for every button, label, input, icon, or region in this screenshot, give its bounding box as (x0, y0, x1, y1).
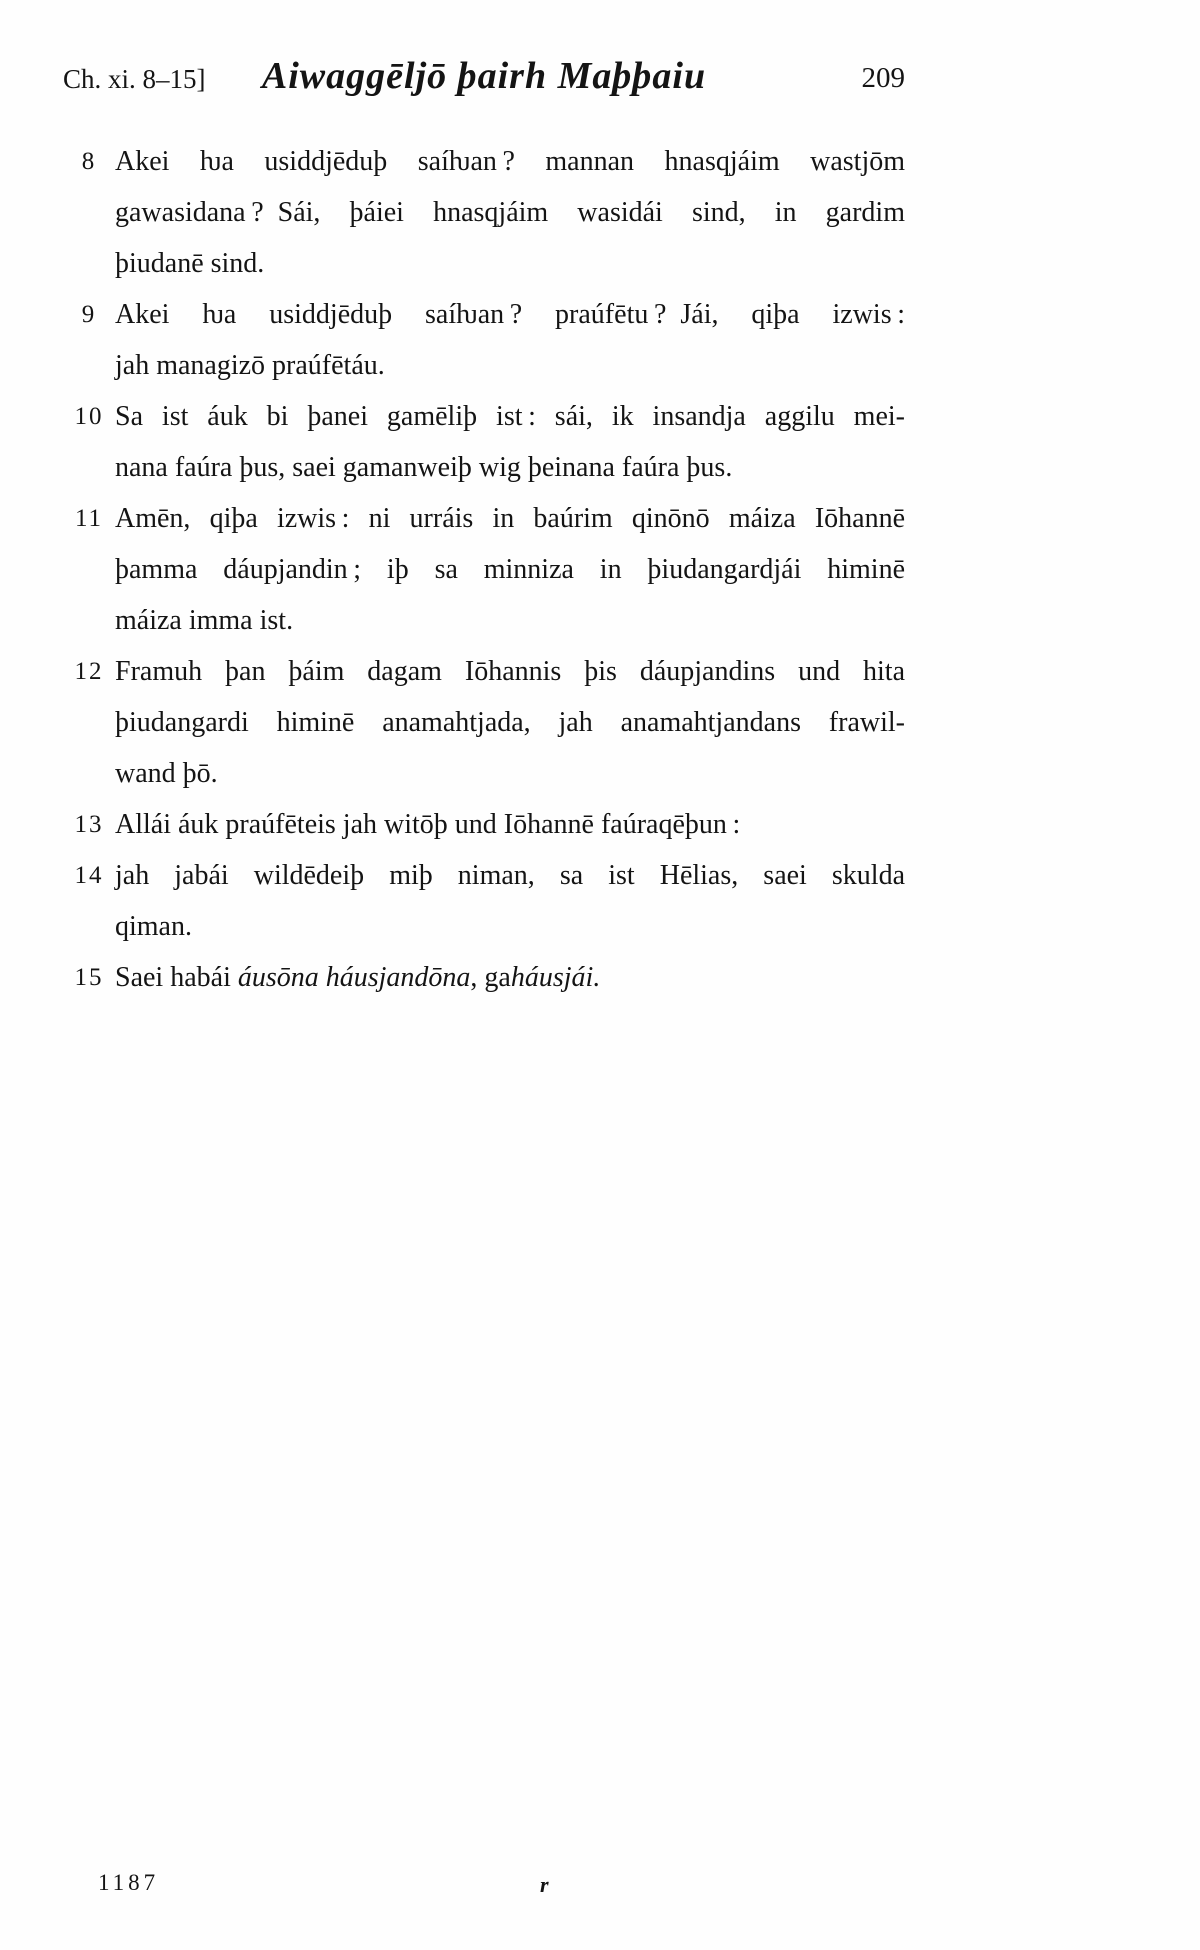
verse-number: 8 (81, 148, 97, 175)
text-segment: Akei ƕa usiddjēduþ saíƕan ? mannan hnasqjáim wastjōm (115, 146, 905, 177)
verse-body (115, 799, 905, 850)
verse-13 (63, 799, 905, 850)
verse-line (115, 850, 905, 901)
verse-line (115, 595, 905, 646)
text-segment: þiudangardi himinē anamahtjada, jah anamahtjandans frawil- (115, 707, 905, 738)
text-segment: þamma dáupjandin ; iþ sa minniza in þiudangardjái himinē (115, 554, 905, 585)
verse-number: 14 (74, 862, 104, 889)
text-segment: jah managizō praúfētáu. (115, 350, 385, 381)
verse-8 (63, 136, 905, 289)
text-segment: , ga (470, 962, 511, 993)
verse-line (115, 748, 905, 799)
verse-text-block (63, 136, 905, 1003)
verse-number: 9 (81, 301, 97, 328)
text-segment: qiman. (115, 911, 192, 942)
verse-number: 11 (74, 505, 104, 532)
verse-9 (63, 289, 905, 391)
verse-line (115, 799, 905, 850)
verse-body (115, 391, 905, 493)
italic-text-segment: áusōna háusjandōna (237, 962, 471, 993)
text-segment: wand þō. (115, 758, 218, 789)
verse-line (115, 646, 905, 697)
verse-11 (63, 493, 905, 646)
verse-15 (63, 952, 905, 1003)
verse-line (115, 238, 905, 289)
text-segment: Amēn, qiþa izwis : ni urráis in baúrim qinōnō máiza Iōhannē (115, 503, 905, 534)
verse-line (115, 697, 905, 748)
verse-number: 10 (74, 403, 104, 430)
text-segment: máiza imma ist. (115, 605, 294, 636)
page-title: Aiwaggēljō þairh Maþþaiu (261, 55, 707, 97)
verse-body (115, 136, 905, 289)
verse-line (115, 442, 905, 493)
verse-body (115, 850, 905, 952)
verse-line (115, 187, 905, 238)
page-number: 209 (861, 62, 905, 94)
verse-line (115, 391, 905, 442)
text-segment: Framuh þan þáim dagam Iōhannis þis dáupjandins und hita (115, 656, 905, 687)
verse-body (115, 646, 905, 799)
running-head (63, 54, 905, 106)
chapter-verse-reference: Ch. xi. 8–15] (63, 64, 206, 94)
verse-body (115, 289, 905, 391)
verse-line (115, 493, 905, 544)
italic-text-segment: háusjái. (510, 962, 601, 993)
text-segment: Allái áuk praúfēteis jah witōþ und Iōhannē faúraqēþun : (115, 809, 741, 840)
verse-14 (63, 850, 905, 952)
text-segment: Sa ist áuk bi þanei gamēliþ ist : sái, ik insandja aggilu mei- (115, 401, 905, 432)
verse-body (115, 493, 905, 646)
verse-line (115, 289, 905, 340)
text-segment: þiudanē sind. (115, 248, 265, 279)
text-segment: Akei ƕa usiddjēduþ saíƕan ? praúfētu ? Jái, qiþa izwis : (115, 299, 905, 330)
verse-number: 13 (74, 811, 104, 838)
text-segment: Saei habái (115, 962, 238, 993)
catalog-number: 1187 (98, 1870, 160, 1895)
text-segment: jah jabái wildēdeiþ miþ niman, sa ist Hēlias, saei skulda (115, 860, 905, 891)
verse-line (115, 544, 905, 595)
verse-10 (63, 391, 905, 493)
verse-line (115, 340, 905, 391)
verse-number: 12 (74, 658, 104, 685)
verse-body (115, 952, 905, 1003)
verse-12 (63, 646, 905, 799)
signature-mark: r (540, 1872, 549, 1897)
text-segment: gawasidana ? Sái, þáiei hnasqjáim wasidái sind, in gardim (115, 197, 905, 228)
verse-number: 15 (74, 964, 104, 991)
verse-line (115, 136, 905, 187)
verse-line (115, 952, 905, 1003)
text-segment: nana faúra þus, saei gamanweiþ wig þeinana faúra þus. (115, 452, 733, 483)
verse-line (115, 901, 905, 952)
